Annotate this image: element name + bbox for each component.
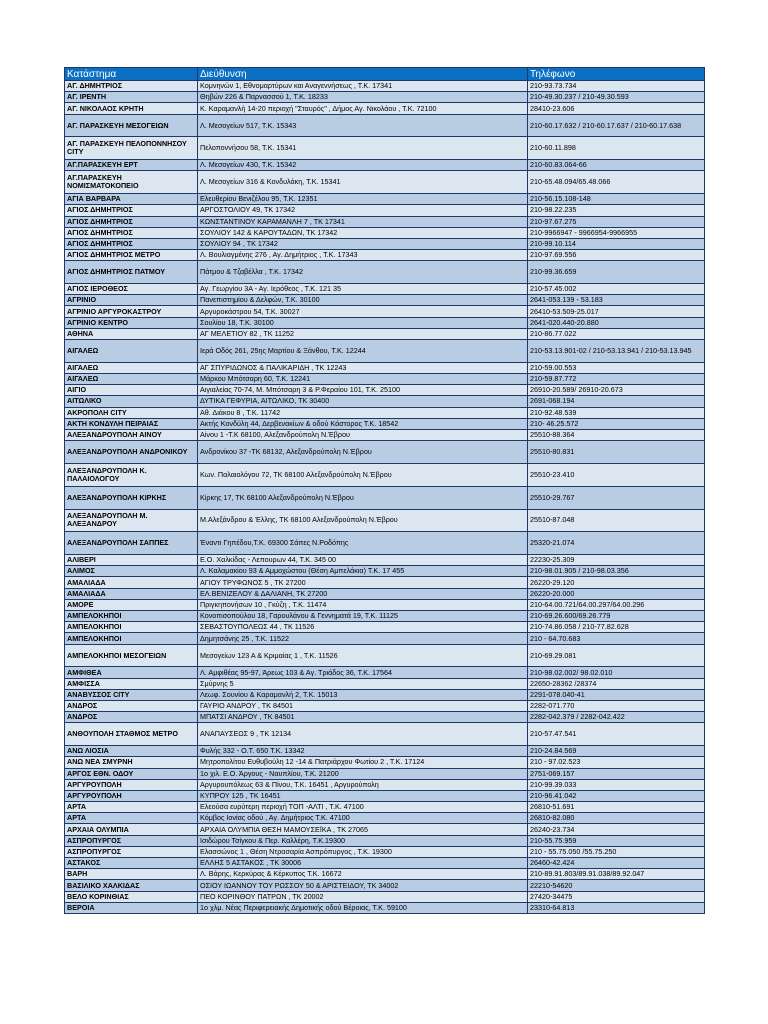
table-row: [65, 869, 705, 880]
address-cell: ΠΕΟ ΚΟΡΙΝΘΟΥ ΠΑΤΡΩΝ , ΤΚ 20002: [198, 891, 528, 902]
address-cell: ΑΓΙΟΥ ΤΡΥΦΩΝΟΣ 5 , ΤΚ 27200: [198, 577, 528, 588]
phone-cell: 210- 46.25.572: [528, 418, 705, 429]
column-header-address: Διεύθυνση: [198, 68, 528, 81]
table-row: [65, 790, 705, 801]
address-cell: ΓΑΥΡΙΟ ΑΝΔΡΟΥ , ΤΚ 84501: [198, 700, 528, 711]
store-cell: ΑΝΩ ΛΙΟΣΙΑ: [65, 746, 198, 757]
store-cell: ΑΛΕΞΑΝΔΡΟΥΠΟΛΗ ΑΙΝΟΥ: [65, 429, 198, 440]
table-row: [65, 588, 705, 599]
phone-cell: 210-59.00.553: [528, 362, 705, 373]
table-row: [65, 306, 705, 317]
phone-cell: 210-89.91.803/89.91.038/89.92.047: [528, 869, 705, 880]
address-cell: Αργυρουπόλεως 63 & Πίνου, Τ.Κ. 16451 , Αργυρούπολη: [198, 779, 528, 790]
store-cell: ΑΛΕΞΑΝΔΡΟΥΠΟΛΗ ΚΙΡΚΗΣ: [65, 486, 198, 509]
store-cell: ΑΛΕΞΑΝΔΡΟΥΠΟΛΗ ΣΑΠΠΕΣ: [65, 532, 198, 555]
address-cell: 1ο χλμ. Νέας Περιφερειακής Δημοτικής οδού Βέροιας, Τ.Κ. 59100: [198, 902, 528, 913]
phone-cell: 210-98.01.905 / 210-98.03.356: [528, 566, 705, 577]
address-cell: ΑΝΑΠΑΥΣΕΩΣ 9 , ΤΚ 12134: [198, 723, 528, 746]
address-cell: Έναντι Γηπέδου,Τ.Κ. 69300 Σάπες Ν.Ροδόπης: [198, 532, 528, 555]
table-row: [65, 295, 705, 306]
table-row: [65, 746, 705, 757]
store-cell: ΑΡΤΑ: [65, 802, 198, 813]
store-cell: ΑΣΤΑΚΟΣ: [65, 858, 198, 869]
address-cell: Πάτμου & Τζαβέλλα , Τ.Κ. 17342: [198, 261, 528, 284]
phone-cell: 210-59.87.772: [528, 373, 705, 384]
table-row: [65, 317, 705, 328]
address-cell: Θηβών 226 & Παρνασσού 1, Τ.Κ. 18233: [198, 92, 528, 103]
phone-cell: 210-97.69.556: [528, 250, 705, 261]
address-cell: Ελευθερίου Βενιζέλου 95, Τ.Κ. 12351: [198, 194, 528, 205]
table-row: [65, 757, 705, 768]
address-cell: Ισιδώρου Τσίγκου & Περ. Καλλέρη, Τ.Κ.19300: [198, 835, 528, 846]
table-row: [65, 284, 705, 295]
phone-cell: 210-53.13.901-02 / 210-53.13.941 / 210-53.13.945: [528, 340, 705, 363]
store-cell: ΑΡΓΥΡΟΥΠΟΛΗ: [65, 779, 198, 790]
address-cell: Αθ. Διάκου 8 , Τ.Κ. 11742: [198, 407, 528, 418]
phone-cell: 25510-23.410: [528, 463, 705, 486]
address-cell: Κονοπισοπούλου 18, Γαρουλάνου & Γεννηματά 19, Τ.Κ. 11125: [198, 611, 528, 622]
phone-cell: 210-69.29.081: [528, 644, 705, 667]
phone-cell: 210-56.15.108-148: [528, 194, 705, 205]
address-cell: Κ. Καραμανλή 14-20 περιοχή "Σταυρός" , Δήμος Αγ. Νικολάου , Τ.Κ. 72100: [198, 103, 528, 114]
store-cell: ΑΓΙΟΣ ΔΗΜΗΤΡΙΟΣ: [65, 216, 198, 227]
table-row: [65, 858, 705, 869]
store-cell: ΑΛΙΒΕΡΙ: [65, 555, 198, 566]
store-cell: ΑΙΓΑΛΕΩ: [65, 340, 198, 363]
phone-cell: 210 - 55.75.050 /55.75.250: [528, 846, 705, 857]
phone-cell: 210-99.36.659: [528, 261, 705, 284]
table-row: [65, 768, 705, 779]
store-cell: ΑΝΔΡΟΣ: [65, 700, 198, 711]
phone-cell: 26810-82.080: [528, 813, 705, 824]
phone-cell: 2641-020.440-20.880: [528, 317, 705, 328]
store-cell: ΑΜΑΛΙΑΔΑ: [65, 577, 198, 588]
address-cell: ΜΠΑΤΣΙ ΑΝΔΡΟΥ , ΤΚ 84501: [198, 712, 528, 723]
phone-cell: 210-99.39.033: [528, 779, 705, 790]
phone-cell: 210-92.48.539: [528, 407, 705, 418]
phone-cell: 210-57.47.541: [528, 723, 705, 746]
address-cell: ΚΩΝΣΤΑΝΤΙΝΟΥ ΚΑΡΑΜΑΝΛΗ 7 , ΤΚ 17341: [198, 216, 528, 227]
address-cell: Λ. Βουλιαγμένης 276 , Αγ. Δημήτριος , Τ.Κ. 17343: [198, 250, 528, 261]
store-cell: ΑΓΙΟΣ ΔΗΜΗΤΡΙΟΣ ΜΕΤΡΟ: [65, 250, 198, 261]
address-cell: Κομνηνών 1, Εθνομαρτύρων και Αναγεννήσεως , Τ.Κ. 17341: [198, 81, 528, 92]
store-cell: ΒΑΡΗ: [65, 869, 198, 880]
phone-cell: 26810-51.691: [528, 802, 705, 813]
table-row: [65, 509, 705, 532]
table-row: [65, 261, 705, 284]
store-cell: ΑΛΕΞΑΝΔΡΟΥΠΟΛΗ ΑΝΔΡΟΝΙΚΟΥ: [65, 441, 198, 464]
store-cell: ΑΓ.ΠΑΡΑΣΚΕΥΗ ΕΡΤ: [65, 160, 198, 171]
address-cell: Αγ. Γεωργίου 3Α - Αγ. Ιερόθεος , Τ.Κ. 121 35: [198, 284, 528, 295]
table-row: [65, 429, 705, 440]
phone-cell: 210-60.83.064-66: [528, 160, 705, 171]
address-cell: ΕΛ.ΒΕΝΙΖΕΛΟΥ & ΔΑΛΙΑΝΗ, ΤΚ 27200: [198, 588, 528, 599]
address-cell: Σμύρνης 5: [198, 678, 528, 689]
table-row: [65, 171, 705, 194]
table-row: [65, 700, 705, 711]
store-cell: ΑΝΩ ΝΕΑ ΣΜΥΡΝΗ: [65, 757, 198, 768]
store-cell: ΑΛΙΜΟΣ: [65, 566, 198, 577]
address-cell: Αίνου 1 -Τ.Κ 68100, Αλεξανδρούπολη Ν.Έβρου: [198, 429, 528, 440]
table-row: [65, 723, 705, 746]
phone-cell: 26240-23.734: [528, 824, 705, 835]
address-cell: Σουλίου 18, Τ.Κ. 30100: [198, 317, 528, 328]
address-cell: ΟΣΙΟΥ ΙΩΑΝΝΟΥ ΤΟΥ ΡΩΣΣΟΥ 50 & ΑΡΙΣΤΕΙΔΟΥ, ΤΚ 34002: [198, 880, 528, 891]
table-row: [65, 441, 705, 464]
store-cell: ΑΚΡΟΠΟΛΗ CITY: [65, 407, 198, 418]
address-cell: Ακτής Κονδύλη 44, Δερβενακίων & οδού Κάστορος Τ.Κ. 18542: [198, 418, 528, 429]
store-cell: ΑΜΦΙΣΣΑ: [65, 678, 198, 689]
table-row: [65, 373, 705, 384]
store-cell: ΑΜΠΕΛΟΚΗΠΟΙ: [65, 633, 198, 644]
store-cell: ΑΓΙΟΣ ΔΗΜΗΤΡΙΟΣ ΠΑΤΜΟΥ: [65, 261, 198, 284]
address-cell: ΑΓ ΣΠΥΡΙΔΩΝΟΣ & ΠΑΛΙΚΑΡΙΔΗ , ΤΚ 12243: [198, 362, 528, 373]
store-cell: ΑΓΙΑ ΒΑΡΒΑΡΑ: [65, 194, 198, 205]
phone-cell: 26410-53.509-25.017: [528, 306, 705, 317]
store-cell: ΑΙΓΑΛΕΩ: [65, 362, 198, 373]
address-cell: ΑΓ ΜΕΛΕΤΙΟΥ 82 , ΤΚ 11252: [198, 328, 528, 339]
store-cell: ΑΓ. ΠΑΡΑΣΚΕΥΗ ΠΕΛΟΠΟΝΝΗΣΟΥ CITY: [65, 137, 198, 160]
store-cell: ΑΘΗΝΑ: [65, 328, 198, 339]
phone-cell: 25510-29.767: [528, 486, 705, 509]
address-cell: ΕΛΛΗΣ 5 ΑΣΤΑΚΟΣ , ΤΚ 30006: [198, 858, 528, 869]
address-cell: Λ. Μεσογείων 430, Τ.Κ. 15342: [198, 160, 528, 171]
table-row: [65, 216, 705, 227]
store-cell: ΑΓΡΙΝΙΟ ΑΡΓΥΡΟΚΑΣΤΡΟΥ: [65, 306, 198, 317]
phone-cell: 26910-20.589/ 26910-20.673: [528, 385, 705, 396]
store-cell: ΑΓΙΟΣ ΙΕΡΟΘΕΟΣ: [65, 284, 198, 295]
store-cell: ΒΕΡΟΙΑ: [65, 902, 198, 913]
store-cell: ΑΣΠΡΟΠΥΡΓΟΣ: [65, 846, 198, 857]
table-row: [65, 835, 705, 846]
store-cell: ΑΜΑΛΙΑΔΑ: [65, 588, 198, 599]
phone-cell: 210-69.26.600/69.26.779: [528, 611, 705, 622]
address-cell: ΔΥΤΙΚΑ ΓΕΦΥΡΙΑ, ΑΙΤΩΛΙΚΟ, ΤΚ 30400: [198, 396, 528, 407]
table-row: [65, 678, 705, 689]
phone-cell: 210 - 64.70.683: [528, 633, 705, 644]
table-body: [65, 81, 705, 914]
store-cell: ΑΜΠΕΛΟΚΗΠΟΙ: [65, 611, 198, 622]
address-cell: Αιγιαλείας 70-74, Μ. Μπότσαρη 3 & Ρ.Φεραίου 101, Τ.Κ. 25100: [198, 385, 528, 396]
table-row: [65, 407, 705, 418]
table-row: [65, 396, 705, 407]
address-cell: Ιερά Οδός 261, 25ης Μαρτίου & Ξάνθου, Τ.Κ. 12244: [198, 340, 528, 363]
address-cell: ΣΟΥΛΙΟΥ 142 & ΚΑΡΟΥΤΑΔΩΝ, ΤΚ 17342: [198, 227, 528, 238]
phone-cell: 210-98.02.002/ 98.02.010: [528, 667, 705, 678]
phone-cell: 210-60.11.898: [528, 137, 705, 160]
table-row: [65, 385, 705, 396]
store-cell: ΑΝΔΡΟΣ: [65, 712, 198, 723]
table-row: [65, 555, 705, 566]
table-row: [65, 205, 705, 216]
table-row: [65, 250, 705, 261]
column-header-phone: Τηλέφωνο: [528, 68, 705, 81]
address-cell: Ελασσώνος 1 , Θέση Ντρασαρία Ασπρόπυργος , Τ.Κ. 19300: [198, 846, 528, 857]
address-cell: Αργυροκάστρου 54, Τ.Κ. 30027: [198, 306, 528, 317]
address-cell: Μάρκου Μπότσαρη 60, Τ.Κ. 12241: [198, 373, 528, 384]
table-row: [65, 137, 705, 160]
store-cell: ΑΓΡΙΝΙΟ: [65, 295, 198, 306]
address-cell: Πελοποννήσου 58, Τ.Κ. 15341: [198, 137, 528, 160]
table-row: [65, 667, 705, 678]
address-cell: 1ο χιλ. Ε.Ο. Άργους - Ναυπλίου, Τ.Κ. 21200: [198, 768, 528, 779]
store-cell: ΑΣΠΡΟΠΥΡΓΟΣ: [65, 835, 198, 846]
store-cell: ΑΡΤΑ: [65, 813, 198, 824]
address-cell: ΚΥΠΡΟΥ 125 , ΤΚ 16451: [198, 790, 528, 801]
table-row: [65, 340, 705, 363]
address-cell: Ε.Ο. Χαλκίδας - Λεπουρων 44, Τ.Κ. 345 00: [198, 555, 528, 566]
store-cell: ΑΙΓΙΟ: [65, 385, 198, 396]
phone-cell: 2282-071.770: [528, 700, 705, 711]
table-row: [65, 779, 705, 790]
phone-cell: 210-65.48.094/65.48.066: [528, 171, 705, 194]
address-cell: Μητροπολίτου Ευθυβούλη 12 -14 & Πατριάρχου Φωτίου 2 , Τ.Κ. 17124: [198, 757, 528, 768]
phone-cell: 27420-34475: [528, 891, 705, 902]
table-row: [65, 622, 705, 633]
table-row: [65, 238, 705, 249]
address-cell: ΣΟΥΛΙΟΥ 94 , ΤΚ 17342: [198, 238, 528, 249]
table-row: [65, 362, 705, 373]
table-row: [65, 633, 705, 644]
phone-cell: 2291-078.040-41: [528, 689, 705, 700]
store-cell: ΑΡΓΥΡΟΥΠΟΛΗ: [65, 790, 198, 801]
phone-cell: 2691-068.194: [528, 396, 705, 407]
table-row: [65, 880, 705, 891]
phone-cell: 25320-21.074: [528, 532, 705, 555]
address-cell: Πριγκηπονήσων 10 , Γκύζη , Τ.Κ. 11474: [198, 599, 528, 610]
phone-cell: 210-57.45.002: [528, 284, 705, 295]
phone-cell: 210-96.41.042: [528, 790, 705, 801]
address-cell: Λ. Βάρης, Κερκύρας & Κέρκυπος Τ.Κ. 16672: [198, 869, 528, 880]
table-row: [65, 81, 705, 92]
phone-cell: 210-49.30.237 / 210-49.30.593: [528, 92, 705, 103]
store-cell: ΑΚΤΗ ΚΟΝΔΥΛΗ ΠΕΙΡΑΙΑΣ: [65, 418, 198, 429]
stores-table: [64, 67, 705, 914]
table-row: [65, 194, 705, 205]
table-row: [65, 103, 705, 114]
store-cell: ΑΓ. ΔΗΜΗΤΡΙΟΣ: [65, 81, 198, 92]
address-cell: Μεσογείων 123 Α & Κριμαίας 1 , Τ.Κ. 11526: [198, 644, 528, 667]
store-cell: ΑΓ. ΠΑΡΑΣΚΕΥΗ ΜΕΣΟΓΕΙΩΝ: [65, 114, 198, 137]
table-row: [65, 846, 705, 857]
phone-cell: 2751-069.157: [528, 768, 705, 779]
address-cell: Κόμβος Ιονίας οδού , Αγ. Δημήτριος Τ.Κ. 47100: [198, 813, 528, 824]
store-cell: ΑΓΡΙΝΙΟ ΚΕΝΤΡΟ: [65, 317, 198, 328]
table-header-row: [65, 68, 705, 81]
phone-cell: 210-93.73.734: [528, 81, 705, 92]
store-cell: ΑΓ. ΝΙΚΟΛΑΟΣ ΚΡΗΤΗ: [65, 103, 198, 114]
phone-cell: 210-98.22.235: [528, 205, 705, 216]
address-cell: Λ. Μεσογείων 316 & Κονδυλάκη, Τ.Κ. 15341: [198, 171, 528, 194]
store-cell: ΑΜΠΕΛΟΚΗΠΟΙ: [65, 622, 198, 633]
store-cell: ΑΓΙΟΣ ΔΗΜΗΤΡΙΟΣ: [65, 205, 198, 216]
table-row: [65, 566, 705, 577]
phone-cell: 23310-64.813: [528, 902, 705, 913]
table-row: [65, 160, 705, 171]
phone-cell: 210-86.77.022: [528, 328, 705, 339]
table-row: [65, 891, 705, 902]
table-row: [65, 227, 705, 238]
store-cell: ΑΛΕΞΑΝΔΡΟΥΠΟΛΗ Κ. ΠΑΛΑΙΟΛΟΓΟΥ: [65, 463, 198, 486]
phone-cell: 210-74.86.058 / 210-77.82.628: [528, 622, 705, 633]
store-cell: ΑΙΓΑΛΕΩ: [65, 373, 198, 384]
address-cell: Λ. Αμφιθέας 95-97, Άρεως 103 & Αγ. Τριάδος 36, Τ.Κ. 17564: [198, 667, 528, 678]
table-row: [65, 92, 705, 103]
address-cell: Κων. Παλαιολόγου 72, ΤΚ 68100 Αλεξανδρούπολη Ν.Έβρου: [198, 463, 528, 486]
phone-cell: 25510-80.831: [528, 441, 705, 464]
address-cell: Ελεούσα ευρύτερη περιοχή ΤΟΠ -ΑΛΤΙ , Τ.Κ. 47100: [198, 802, 528, 813]
store-cell: ΑΓ.ΠΑΡΑΣΚΕΥΗ ΝΟΜΙΣΜΑΤΟΚΟΠΕΙΟ: [65, 171, 198, 194]
store-cell: ΑΓΙΟΣ ΔΗΜΗΤΡΙΟΣ: [65, 227, 198, 238]
table-row: [65, 114, 705, 137]
phone-cell: 28410-23.606: [528, 103, 705, 114]
address-cell: Μ.Αλεξάνδρου & Έλλης, ΤΚ 68100 Αλεξανδρούπολη Ν.Έβρου: [198, 509, 528, 532]
store-cell: ΑΙΤΩΛΙΚΟ: [65, 396, 198, 407]
table-row: [65, 532, 705, 555]
phone-cell: 22230-25.309: [528, 555, 705, 566]
table-row: [65, 712, 705, 723]
store-cell: ΒΕΛΟ ΚΟΡΙΝΘΙΑΣ: [65, 891, 198, 902]
phone-cell: 2641-053.139 - 53.183: [528, 295, 705, 306]
address-cell: Λεωφ. Σουνίου & Καραμανλή 2, Τ.Κ. 15013: [198, 689, 528, 700]
phone-cell: 210-60.17.632 / 210-60.17.637 / 210-60.17.638: [528, 114, 705, 137]
address-cell: Λ. Καλαμακίου 93 & Αμμοχώστου (Θέση Αμπελάκια) Τ.Κ. 17 455: [198, 566, 528, 577]
phone-cell: 26460-42.424: [528, 858, 705, 869]
phone-cell: 210 - 97.02.523: [528, 757, 705, 768]
column-header-store: Κατάστημα: [65, 68, 198, 81]
store-cell: ΑΛΕΞΑΝΔΡΟΥΠΟΛΗ Μ. ΑΛΕΞΑΝΔΡΟΥ: [65, 509, 198, 532]
table-row: [65, 813, 705, 824]
table-row: [65, 902, 705, 913]
phone-cell: 2282-042.379 / 2282-042.422: [528, 712, 705, 723]
store-cell: ΑΝΘΟΥΠΟΛΗ ΣΤΑΘΜΟΣ ΜΕΤΡΟ: [65, 723, 198, 746]
address-cell: Ανδρονίκου 37 -ΤΚ 68132, Αλεξανδρούπολη Ν.Έβρου: [198, 441, 528, 464]
store-cell: ΑΜΟΡΕ: [65, 599, 198, 610]
phone-cell: 25510-88.364: [528, 429, 705, 440]
store-cell: ΒΑΣΙΛΙΚΟ ΧΑΛΚΙΔΑΣ: [65, 880, 198, 891]
table-row: [65, 418, 705, 429]
phone-cell: 210-9966947 - 9966954-9966955: [528, 227, 705, 238]
store-cell: ΑΜΠΕΛΟΚΗΠΟΙ ΜΕΣΟΓΕΙΩΝ: [65, 644, 198, 667]
address-cell: ΣΕΒΑΣΤΟΥΠΟΛΕΩΣ 44 , ΤΚ 11526: [198, 622, 528, 633]
store-cell: ΑΜΦΙΘΕΑ: [65, 667, 198, 678]
address-cell: Πανεπιστημίου & Δελφών, Τ.Κ. 30100: [198, 295, 528, 306]
table-row: [65, 577, 705, 588]
phone-cell: 22650-28362 /28374: [528, 678, 705, 689]
phone-cell: 26220-20.000: [528, 588, 705, 599]
store-cell: ΑΡΧΑΙΑ ΟΛΥΜΠΙΑ: [65, 824, 198, 835]
address-cell: Κίρκης 17, ΤΚ 68100 Αλεξανδρούπολη Ν.Έβρου: [198, 486, 528, 509]
phone-cell: 210-99.10.114: [528, 238, 705, 249]
phone-cell: 210-24.84.569: [528, 746, 705, 757]
phone-cell: 22210-54620: [528, 880, 705, 891]
table-row: [65, 486, 705, 509]
table-row: [65, 824, 705, 835]
table-row: [65, 644, 705, 667]
store-cell: ΑΡΓΟΣ ΕΘΝ. ΟΔΟΥ: [65, 768, 198, 779]
address-cell: ΑΡΧΑΙΑ ΟΛΥΜΠΙΑ ΘΕΣΗ ΜΑΜΟΥΣΕΪΚΑ , ΤΚ 27065: [198, 824, 528, 835]
store-cell: ΑΝΑΒΥΣΣΟΣ CITY: [65, 689, 198, 700]
phone-cell: 210-97.67.275: [528, 216, 705, 227]
store-cell: ΑΓΙΟΣ ΔΗΜΗΤΡΙΟΣ: [65, 238, 198, 249]
store-cell: ΑΓ. ΙΡΕΝΤΗ: [65, 92, 198, 103]
phone-cell: 25510-87.048: [528, 509, 705, 532]
phone-cell: 210-64.00.721/64.00.297/64.00.296: [528, 599, 705, 610]
table-row: [65, 611, 705, 622]
address-cell: ΑΡΓΟΣΤΟΛΙΟΥ 49, ΤΚ 17342: [198, 205, 528, 216]
phone-cell: 26220-29.120: [528, 577, 705, 588]
address-cell: Λ. Μεσογείων 517, Τ.Κ. 15343: [198, 114, 528, 137]
table-row: [65, 599, 705, 610]
address-cell: Δημητσάνης 25 , Τ.Κ. 11522: [198, 633, 528, 644]
table-row: [65, 463, 705, 486]
table-row: [65, 689, 705, 700]
table-row: [65, 328, 705, 339]
phone-cell: 210-55.75.959: [528, 835, 705, 846]
table-row: [65, 802, 705, 813]
address-cell: Φυλής 332 - Ο.Τ. 650 Τ.Κ. 13342: [198, 746, 528, 757]
